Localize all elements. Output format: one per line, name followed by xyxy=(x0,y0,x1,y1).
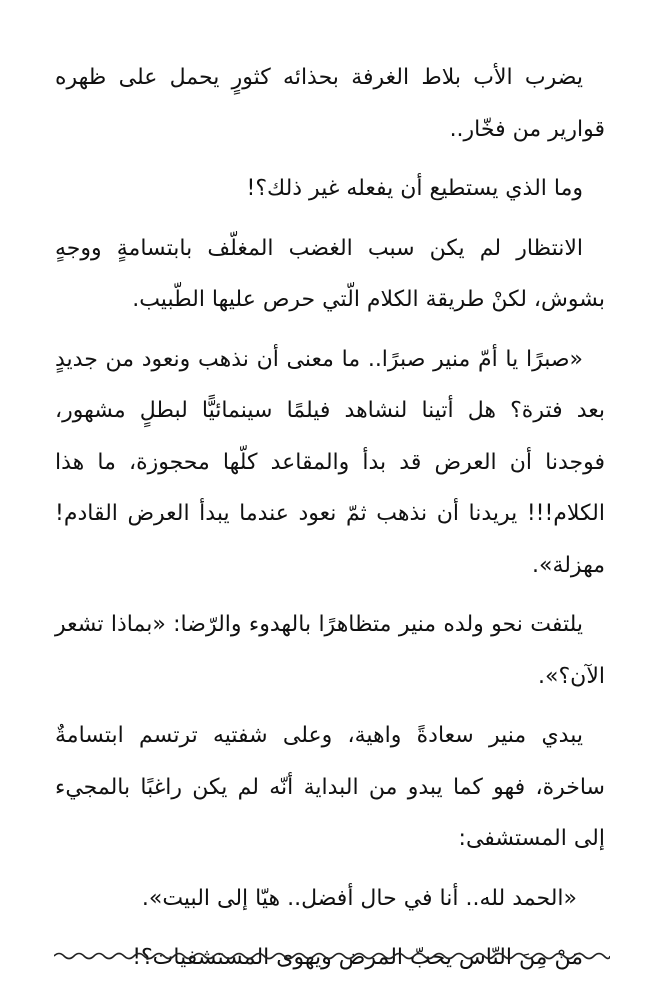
paragraph: يبدي منير سعادةً واهية، وعلى شفتيه ترتسم ابتسامةٌ ساخرة، فهو كما يبدو من البداية أنّه لم يكن راغبًا بالمجيء إلى المستشفى: xyxy=(55,723,605,851)
paragraph: الانتظار لم يكن سبب الغضب المغلّف بابتسامةٍ ووجهٍ بشوش، لكنْ طريقة الكلام الّتي حرص عليها الطّبيب. xyxy=(55,235,605,312)
paragraph: «الحمد لله.. أنا في حال أفضل.. هيّا إلى البيت». xyxy=(141,885,577,911)
paragraph: يضرب الأب بلاط الغرفة بحذائه كثورٍ يحمل على ظهره قوارير من فخّار.. xyxy=(55,65,605,142)
paragraph: «صبرًا يا أمّ منير صبرًا.. ما معنى أن نذهب ونعود من جديدٍ بعد فترة؟ هل أتينا لنشاهد فيلمًا سينمائيًّا لبطلٍ مشهور، فوجدنا أن العرض قد بدأ والمقاعد كلّها محجوزة، ما هذا الكلام!!! يريدنا أن نذهب ثمّ نعود عندما يبدأ العرض القادم! مهزلة». xyxy=(55,346,605,578)
paragraph: مَنْ مِنَ النّاس يحبّ المرض ويهوى المستشفيات؟! xyxy=(132,945,583,970)
paragraph: يلتفت نحو ولده منير متظاهرًا بالهدوء والرّضا: «بماذا تشعر الآن؟». xyxy=(55,612,605,689)
wavy-divider xyxy=(54,949,610,963)
paragraph: وما الذي يستطيع أن يفعله غير ذلك؟! xyxy=(246,176,583,201)
body-text xyxy=(55,52,605,992)
